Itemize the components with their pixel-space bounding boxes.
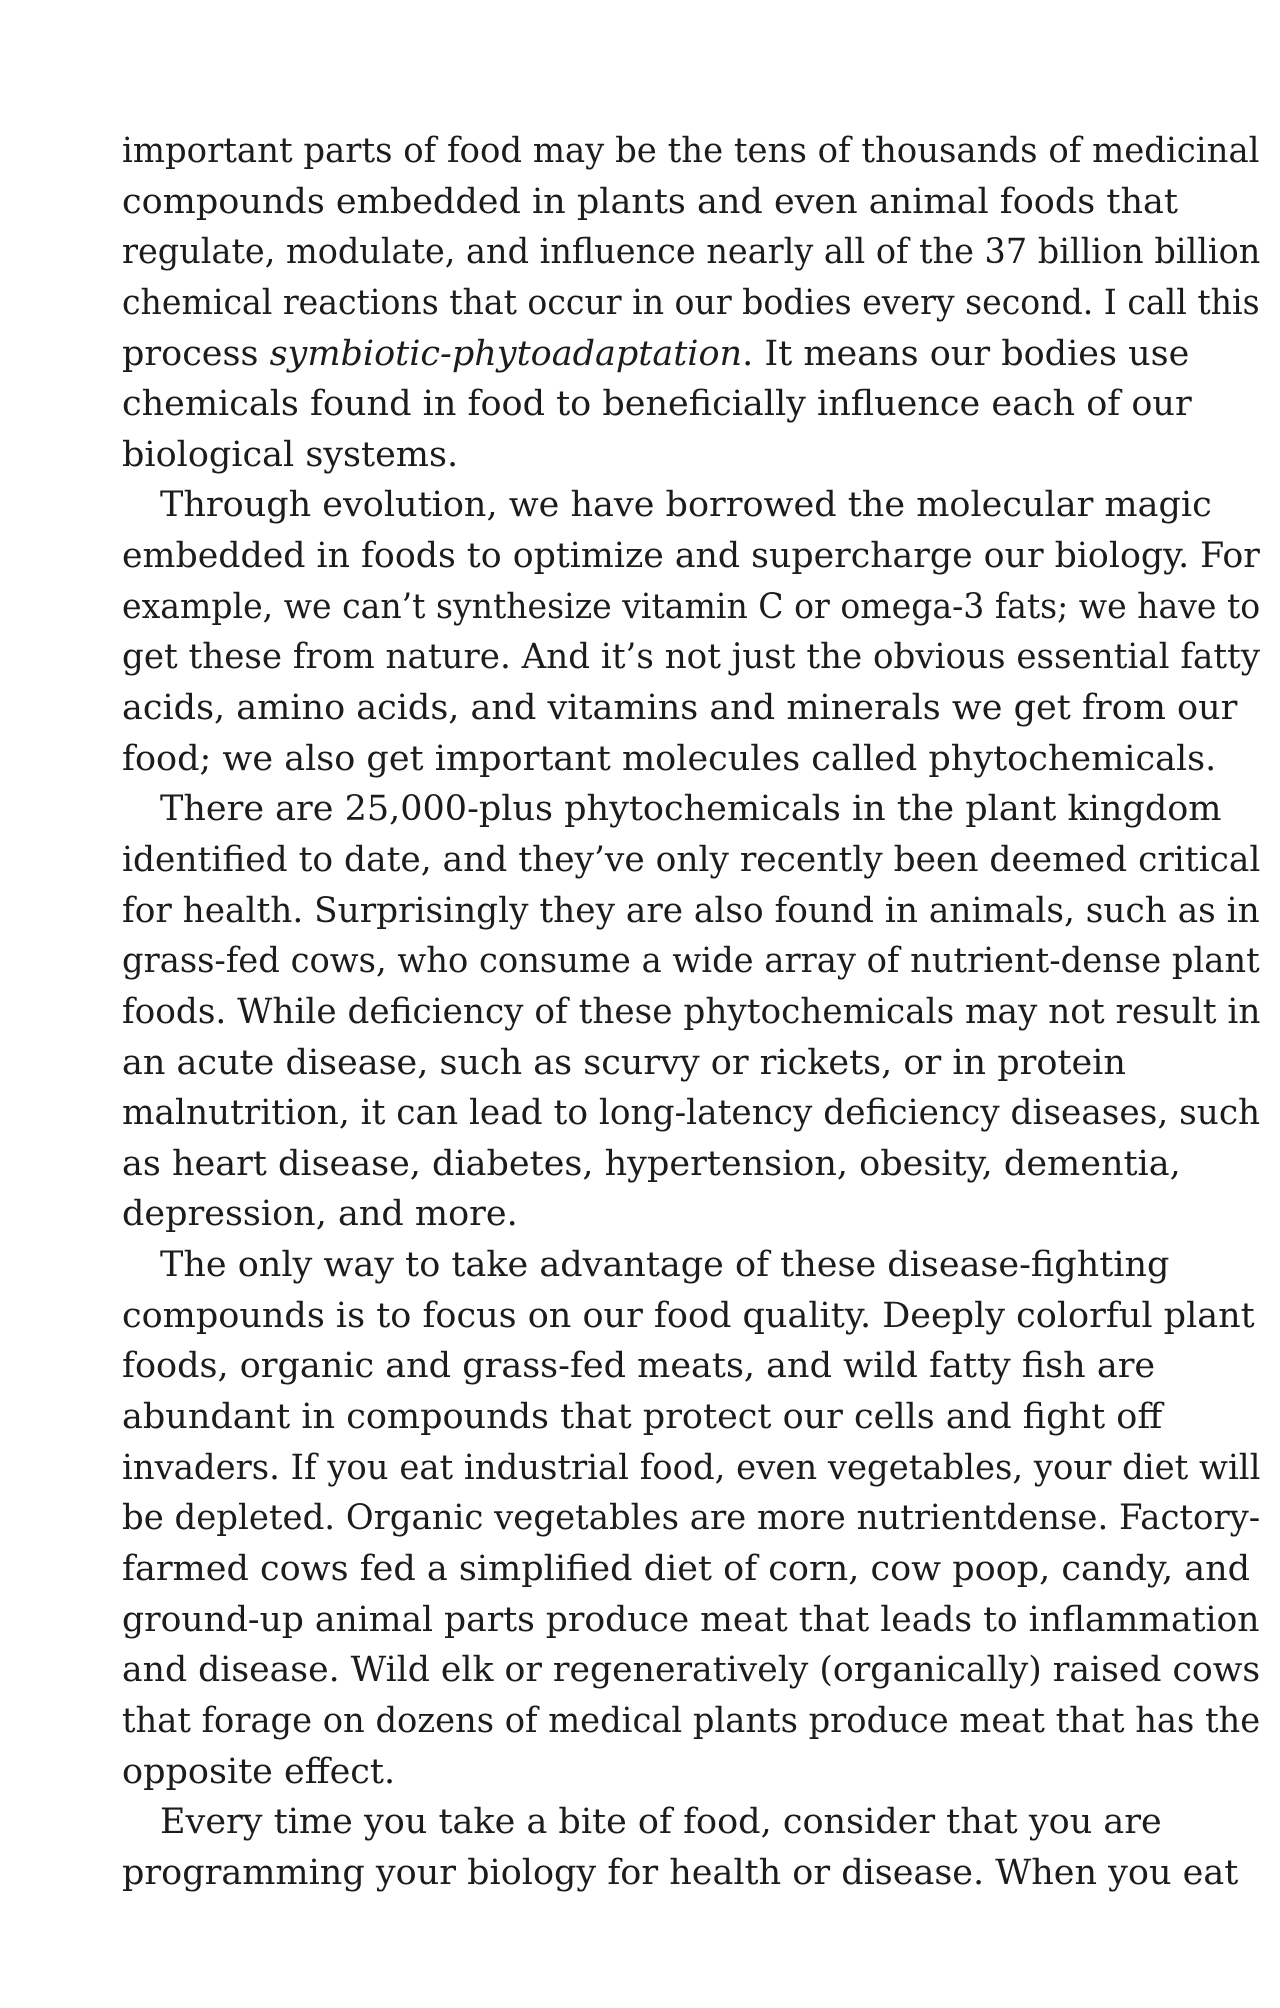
text-line: that forage on dozens of medical plants produce meat that has the [122,1700,1261,1741]
text-line: identified to date, and they’ve only recently been deemed critical [122,839,1261,880]
text-line: programming your biology for health or disease. When you eat [122,1852,1239,1893]
text-line: biological systems. [122,434,459,475]
body-text [122,126,1261,1898]
paragraph-first-line: There are 25,000-plus phytochemicals in the plant kingdom [160,789,1222,830]
italic-term: symbiotic-phytoadaptation [269,333,743,374]
text-line: foods. While deficiency of these phytochemicals may not result in [122,991,1261,1032]
text-line: for health. Surprisingly they are also found in animals, such as in [122,890,1260,931]
text-line: depression, and more. [122,1194,518,1235]
text-line: abundant in compounds that protect our cells and fight off [122,1397,1163,1438]
text-line: ground-up animal parts produce meat that leads to inflammation [122,1599,1260,1640]
text-line: regulate, modulate, and influence nearly all of the 37 billion billion [122,232,1261,273]
text-line: important parts of food may be the tens of thousands of medicinal [122,131,1260,171]
text-line: foods, organic and grass-fed meats, and wild fatty fish are [122,1346,1156,1387]
text-line: embedded in foods to optimize and supercharge our biology. For [122,536,1260,577]
text-line: chemical reactions that occur in our bodies every second. I call this [122,282,1260,323]
text-line: chemicals found in food to beneficially influence each of our [122,384,1192,425]
text-line: opposite effect. [122,1751,396,1792]
text-line: an acute disease, such as scurvy or rickets, or in protein [122,1042,1126,1083]
paragraph-first-line: Every time you take a bite of food, consider that you are [160,1802,1162,1843]
text-line: acids, amino acids, and vitamins and minerals we get from our [122,688,1238,729]
text-line: compounds is to focus on our food quality. Deeply colorful plant [122,1295,1255,1336]
text-line: get these from nature. And it’s not just the obvious essential fatty [122,637,1261,678]
text-line: compounds embedded in plants and even animal foods that [122,181,1178,222]
text-segment: . It means our bodies use [742,333,1190,374]
text-line: be depleted. Organic vegetables are more nutrientdense. Factory- [122,1498,1261,1539]
text-line: as heart disease, diabetes, hypertension, obesity, dementia, [122,1143,1181,1184]
text-segment: process [122,333,270,374]
paragraph-first-line: The only way to take advantage of these disease-fighting [160,1245,1170,1286]
text-line: farmed cows fed a simplified diet of corn, cow poop, candy, and [122,1548,1251,1589]
text-line: food; we also get important molecules called phytochemicals. [122,738,1217,779]
text-line: and disease. Wild elk or regeneratively (organically) raised cows [122,1650,1261,1691]
paragraph-first-line: Through evolution, we have borrowed the molecular magic [160,485,1212,526]
text-line: malnutrition, it can lead to long-latency deficiency diseases, such [122,1093,1261,1134]
text-line: grass-fed cows, who consume a wide array of nutrient-dense plant [122,941,1260,982]
text-line: example, we can’t synthesize vitamin C or omega-3 fats; we have to [122,586,1261,627]
text-line [122,329,1192,380]
text-line: invaders. If you eat industrial food, even vegetables, your diet will [122,1447,1261,1488]
